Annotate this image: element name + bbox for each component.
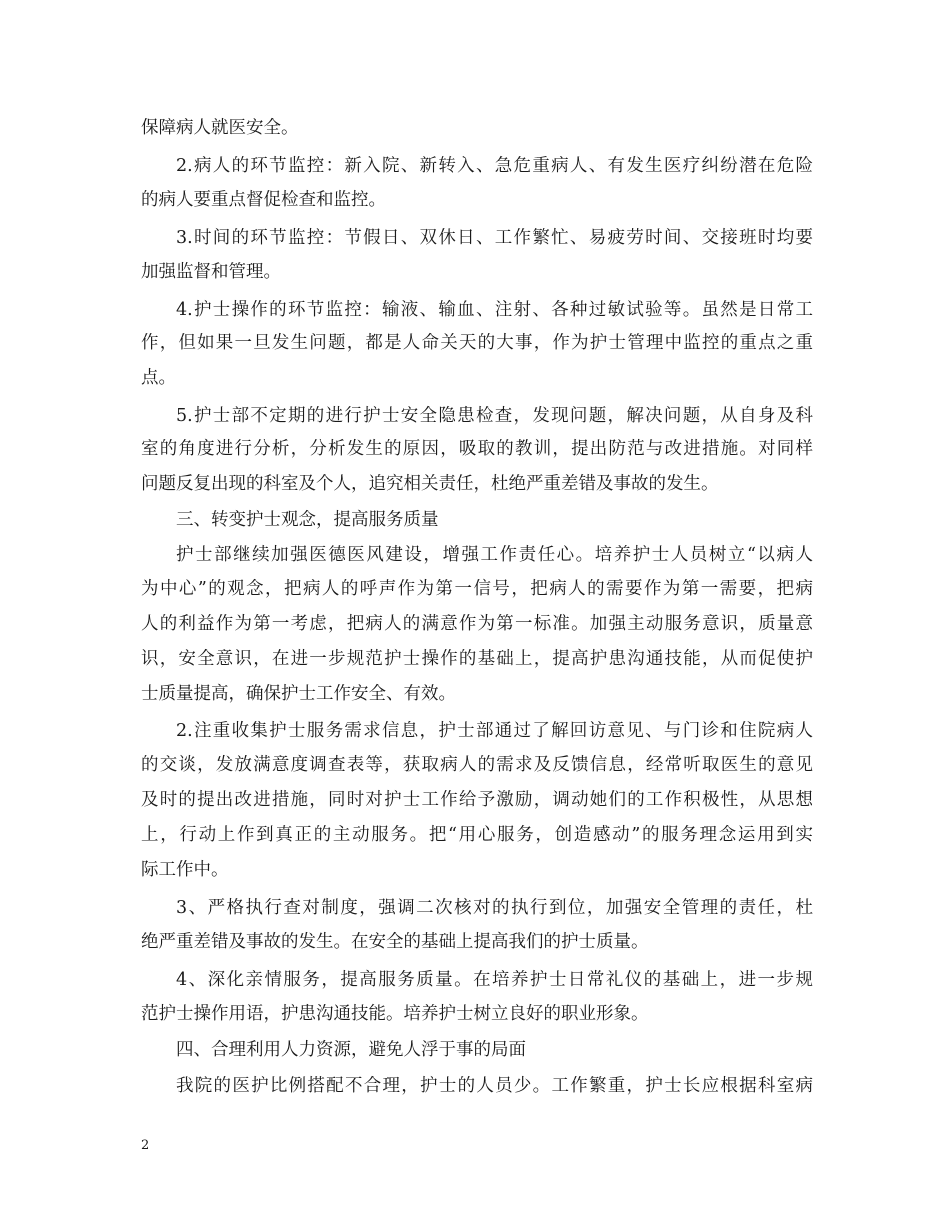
text-line: 士质量提高，确保护士工作安全、有效。: [141, 684, 456, 704]
text-line: 加强监督和管理。: [141, 262, 281, 282]
text-line: 保障病人就医安全。: [141, 118, 299, 138]
text-line: 4、深化亲情服务，提高服务质量。在培养护士日常礼仪的基础上，进一步规: [176, 970, 813, 990]
text-line: 3、严格执行查对制度，强调二次核对的执行到位，加强安全管理的责任，杜: [176, 898, 813, 918]
text-line: 际工作中。: [141, 860, 229, 880]
text-line: 2.病人的环节监控：新入院、新转入、急危重病人、有发生医疗纠纷潜在危险: [176, 156, 813, 176]
text-line: 识，安全意识，在进一步规范护士操作的基础上，提高护患沟通技能，从而促使护: [141, 649, 813, 669]
text-line: 的交谈，发放满意度调查表等，获取病人的需求及反馈信息，经常听取医生的意见: [141, 755, 813, 775]
text-line: 及时的提出改进措施，同时对护士工作给予激励，调动她们的工作积极性，从思想: [141, 790, 813, 810]
text-line: 为中心”的观念，把病人的呼声作为第一信号，把病人的需要作为第一需要，把病: [141, 579, 813, 599]
text-line: 人的利益作为第一考虑，把病人的满意作为第一标准。加强主动服务意识，质量意: [141, 614, 813, 634]
text-line: 4.护士操作的环节监控：输液、输血、注射、各种过敏试验等。虽然是日常工: [176, 300, 813, 320]
text-line: 室的角度进行分析，分析发生的原因，吸取的教训，提出防范与改进措施。对同样: [141, 439, 813, 459]
text-line: 上，行动上作到真正的主动服务。把“用心服务，创造感动”的服务理念运用到实: [141, 825, 813, 845]
text-line: 问题反复出现的科室及个人，追究相关责任，杜绝严重差错及事故的发生。: [141, 474, 719, 494]
text-line: 我院的医护比例搭配不合理，护士的人员少。工作繁重，护士长应根据科室病: [176, 1076, 813, 1096]
text-line: 5.护士部不定期的进行护士安全隐患检查，发现问题，解决问题，从自身及科: [176, 406, 813, 426]
section-heading: 三、转变护士观念，提高服务质量: [176, 510, 439, 530]
text-line: 2.注重收集护士服务需求信息，护士部通过了解回访意见、与门诊和住院病人: [176, 721, 813, 741]
text-line: 的病人要重点督促检查和监控。: [141, 190, 386, 210]
text-line: 护士部继续加强医德医风建设，增强工作责任心。培养护士人员树立“以病人: [176, 545, 813, 565]
page-number: 2: [141, 1138, 150, 1153]
text-line: 绝严重差错及事故的发生。在安全的基础上提高我们的护士质量。: [141, 932, 649, 952]
text-line: 范护士操作用语，护患沟通技能。培养护士树立良好的职业形象。: [141, 1004, 649, 1024]
text-line: 作，但如果一旦发生问题，都是人命关天的大事，作为护士管理中监控的重点之重: [141, 333, 813, 353]
section-heading: 四、合理利用人力资源，避免人浮于事的局面: [176, 1040, 526, 1060]
text-line: 点。: [141, 368, 176, 388]
text-line: 3.时间的环节监控：节假日、双休日、工作繁忙、易疲劳时间、交接班时均要: [176, 228, 813, 248]
